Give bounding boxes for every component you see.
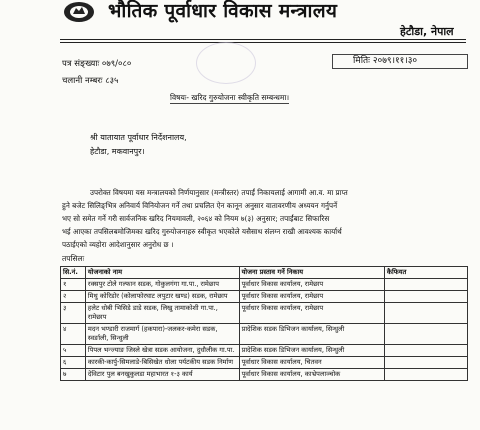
cell-project: मिथु कोरिडोर (कोलाफोरघाट लपुटार खण्ड) सडक, रामेछाप (85, 291, 239, 303)
table-row (61, 291, 468, 303)
cell-remarks (384, 279, 467, 291)
body-line: उपरोक्त विषयमा यस मन्त्रालयको निर्णयानुसार (मन्त्रीस्तर) तपाईं निकायलाई आगामी आ.व. मा प्राप्त (90, 188, 348, 197)
header-project-name: योजनाको नाम (85, 267, 239, 279)
cell-serial: १ (61, 279, 86, 291)
body-line: भई आएका तपसिलबमोजिमका खरिद गुरुयोजनाहरु स्वीकृत भएकोले यसैसाथ संलग्न राखी आवश्यक कार्यार्थ (62, 227, 342, 236)
header-proposing-body: योजना प्रस्ताव गर्ने निकाय (239, 267, 384, 279)
cell-project: पिपल भन्ज्याङ जिस्ले खेत्रा सडक आयोजना, दुधौलीक गा.पा. (85, 345, 239, 357)
table-header-row (61, 267, 468, 279)
cell-body: पूर्वाधार विकास कार्यालय, काभ्रेपलाञ्चोक (239, 369, 384, 381)
cell-serial: ३ (61, 303, 86, 324)
body-line: पठाईएको व्यहोरा आदेशानुसार अनुरोध छ । (62, 240, 174, 249)
letter-date: मितिः २०७९।११।३० (332, 54, 468, 69)
office-title: भौतिक पूर्वाधार विकास मन्त्रालय (108, 0, 338, 22)
cell-remarks (384, 369, 467, 381)
body-line: भए सो समेत गर्ने गरी सार्वजनिक खरिद नियमावली, २०६४ को नियम ७(३) अनुसार; तपाईंबाट सिफारिस (62, 214, 330, 223)
cell-project: हलेट धोबी भिसिडे डाडे सडक, लिखु तामाकोशी गा.पा., रामेछाप (85, 303, 239, 324)
cell-body: पूर्वाधार विकास कार्यालय, चितवन (239, 357, 384, 369)
dispatch-number: चलानी नम्बरः ८३५ (62, 76, 119, 86)
table-row (61, 345, 468, 357)
cell-remarks (384, 324, 467, 345)
addressee-name: श्री यातायात पूर्वाधार निर्देशनालय, (90, 133, 187, 142)
header-rule-bottom (60, 42, 466, 43)
cell-remarks (384, 291, 467, 303)
table-label: तपसिलः (62, 254, 85, 263)
cell-project: देविटार पुल बनखुकुलडा महाभारत १-३ कार्य (85, 369, 239, 381)
cell-body: पूर्वाधार विकास कार्यालय, रामेछाप (239, 303, 384, 324)
table-row (61, 357, 468, 369)
cell-serial: ५ (61, 345, 86, 357)
government-emblem-icon (62, 0, 96, 24)
addressee-address: हेटौडा, मकवानपुर। (90, 147, 145, 156)
cell-project: कारकी-कार्पु-सिमलाडे-बिसिखेत धोला पर्यटकीय सडक निर्माण (85, 357, 239, 369)
table-row (61, 279, 468, 291)
cell-remarks (384, 345, 467, 357)
cell-serial: २ (61, 291, 86, 303)
cell-serial: ४ (61, 324, 86, 345)
cell-body: प्रादेशिक सडक डिभिजन कार्यालय, सिन्धुली (239, 345, 384, 357)
header-serial: सि.नं. (61, 267, 86, 279)
subject-line: विषयः- खरिद गुरुयोजना स्वीकृति सम्बन्धमा। (170, 93, 290, 102)
body-line: हुने बजेट सिलिङ्भित्र अनिवार्य विनियोजन गर्ने तथा प्रचलित ऐन कानून अनुसार वातावरणीय अध्ययन गर्नुपर्ने (62, 201, 338, 210)
cell-serial: ६ (61, 357, 86, 369)
table-row (61, 369, 468, 381)
project-table (60, 266, 468, 381)
table-row (61, 324, 468, 345)
header-remarks: कैफियत (384, 267, 467, 279)
cell-serial: ७ (61, 369, 86, 381)
office-location: हेटौडा, नेपाल (400, 25, 454, 38)
cell-project: रक्सपुर टोले गल्फान सडक, गोकुलगंगा गा.पा., रामेछाप (85, 279, 239, 291)
letter-body (62, 186, 470, 251)
cell-body: पूर्वाधार विकास कार्यालय, रामेछाप (239, 291, 384, 303)
cell-body: पूर्वाधार विकास कार्यालय, रामेछाप (239, 279, 384, 291)
cell-project: मदन भण्डारी राजमार्ग (हकपारा)-जलकर-कमेरा सडक, स्वर्ङाली, सिन्धुली (85, 324, 239, 345)
header-rule-top (60, 39, 466, 40)
cell-body: प्रादेशिक सडक डिभिजन कार्यालय, सिन्धुली (239, 324, 384, 345)
table-row (61, 303, 468, 324)
letter-number: पत्र संङ्ख्याः ०७९/०८० (62, 59, 132, 69)
cell-remarks (384, 303, 467, 324)
cell-remarks (384, 357, 467, 369)
registration-stamp (196, 42, 256, 84)
